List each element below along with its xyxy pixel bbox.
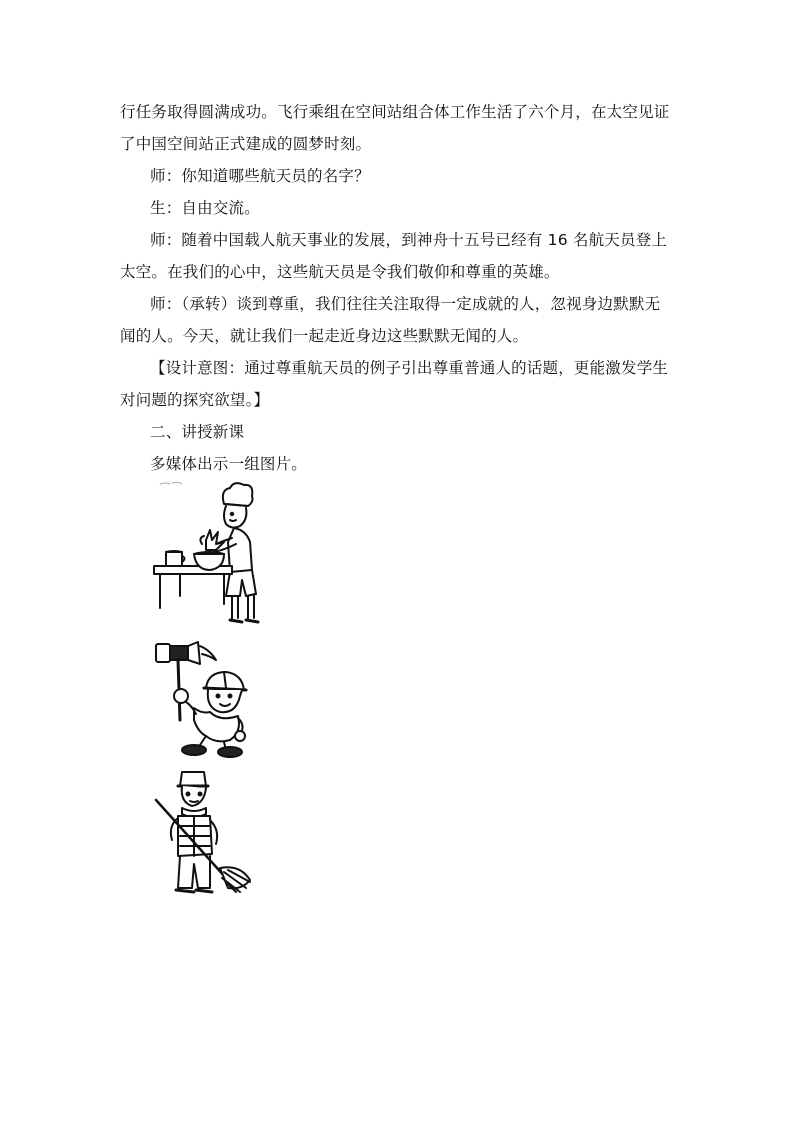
teacher-line-2: 太空。在我们的心中，这些航天员是令我们敬仰和尊重的英雄。 [120, 263, 560, 281]
section-heading: 二、讲授新课 [150, 423, 245, 441]
street-sweeper-icon [150, 768, 255, 903]
teacher-transition-1: 师：（承转）谈到尊重，我们往往关注取得一定成就的人，忽视身边默默无 [150, 295, 661, 313]
design-intent-2: 对问题的探究欲望。】 [120, 391, 270, 409]
design-intent-1: 【设计意图：通过尊重航天员的例子引出尊重普通人的话题，更能激发学生 [150, 359, 669, 377]
paragraph-line-1: 行任务取得圆满成功。飞行乘组在空间站组合体工作生活了六个月，在太空见证 [120, 103, 670, 121]
student-answer: 生：自由交流。 [150, 199, 260, 217]
teacher-question: 师：你知道哪些航天员的名字？ [150, 167, 370, 185]
teacher-transition-2: 闻的人。今天，就让我们一起走近身边这些默默无闻的人。 [120, 327, 529, 345]
teacher-line-1: 师：随着中国载人航天事业的发展，到神舟十五号已经有 16 名航天员登上 [150, 231, 668, 249]
chef-icon [150, 480, 260, 630]
worker-icon [150, 636, 250, 761]
worker-image [150, 636, 250, 761]
chef-image [150, 480, 260, 630]
sweeper-image [150, 768, 255, 903]
paragraph-line-2: 了中国空间站正式建成的圆梦时刻。 [120, 135, 372, 153]
multimedia-line: 多媒体出示一组图片。 [150, 455, 308, 473]
